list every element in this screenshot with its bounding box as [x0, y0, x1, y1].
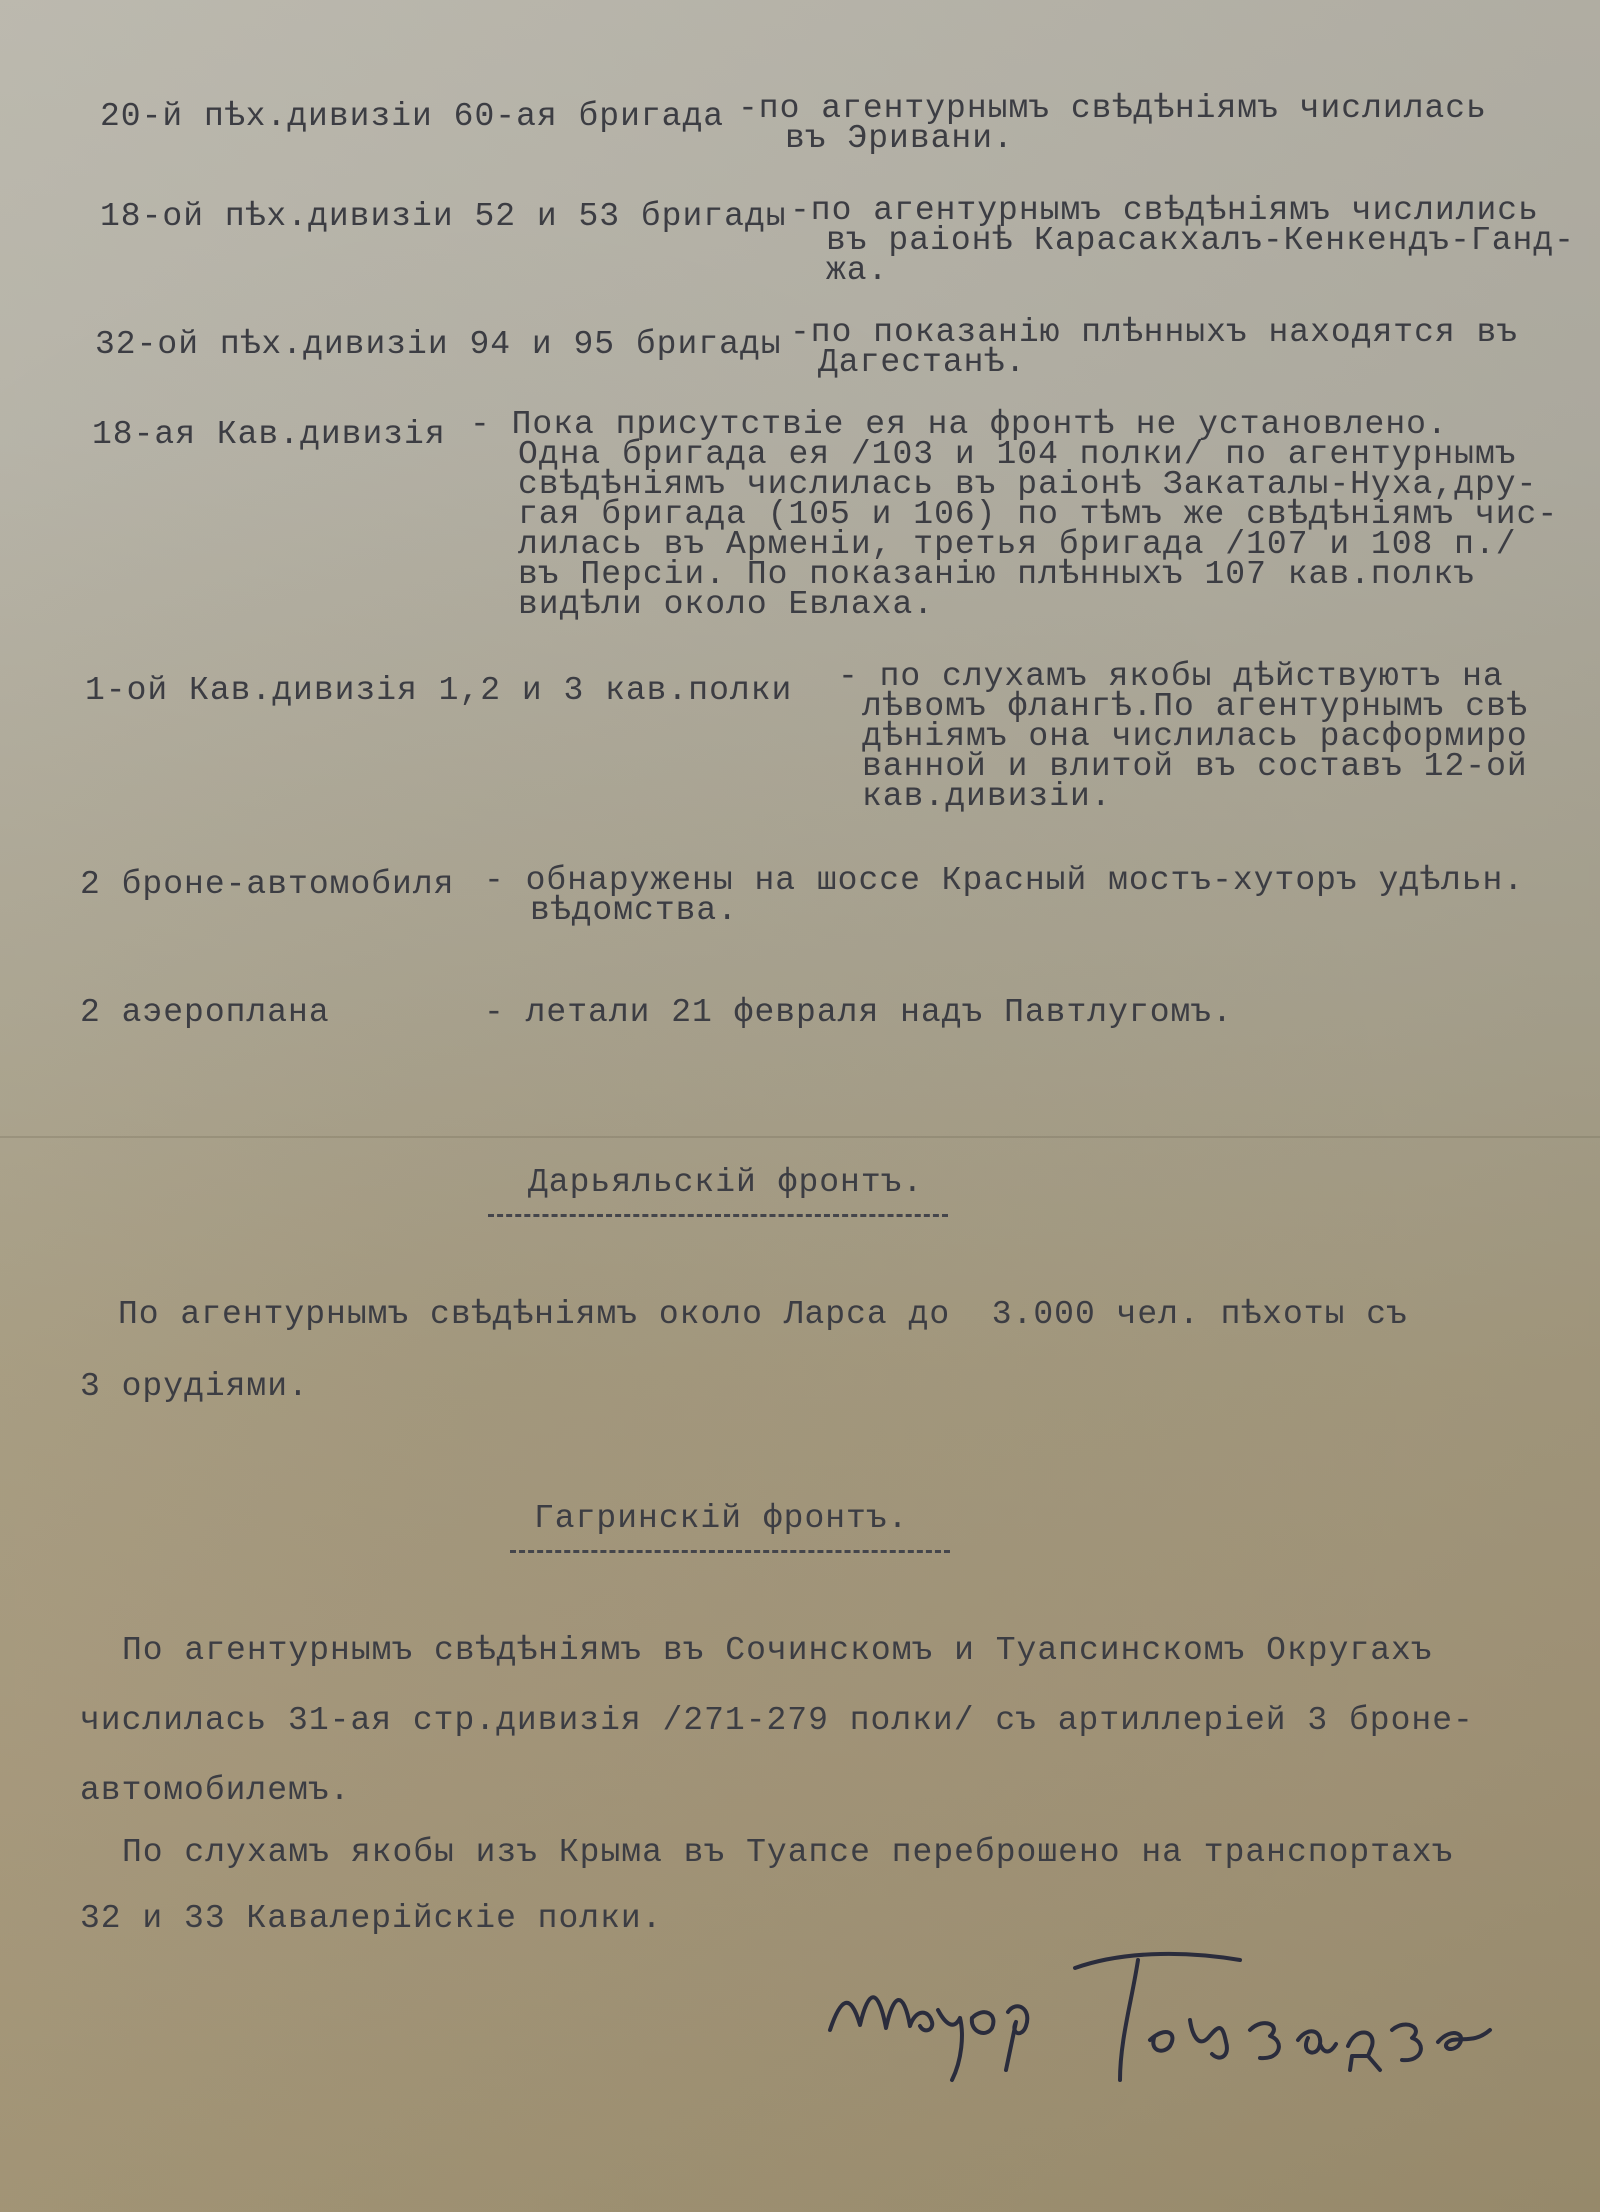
- entry-line: гая бригада (105 и 106) по тѣмъ же свѣдѣнiямъ чис-: [518, 496, 1559, 533]
- entry-name: 1-ой Кав.дивизiя 1,2 и 3 кав.полки: [85, 672, 793, 709]
- paragraph-line: числилась 31-ая стр.дивизiя /271-279 полки/ съ артиллерiей 3 броне-: [80, 1702, 1474, 1739]
- paragraph-line: автомобилемъ.: [80, 1772, 351, 1809]
- entry-name: 32-ой пѣх.дивизiи 94 и 95 бригады: [95, 326, 782, 363]
- entry-line: -по агентурнымъ свѣдѣнiямъ числилась: [738, 90, 1487, 127]
- entry-line: лѣвомъ флангѣ.По агентурнымъ свѣ: [862, 688, 1528, 725]
- entry-line: въ Эривани.: [785, 120, 1014, 157]
- entry-line: видѣли около Евлаха.: [518, 586, 935, 623]
- entry-line: вѣдомства.: [530, 892, 739, 929]
- entry-line: - обнаружены на шоссе Красный мостъ-хуторъ удѣльн.: [484, 862, 1525, 899]
- entry-line: Одна бригада ея /103 и 104 полки/ по агентурнымъ: [518, 436, 1517, 473]
- entry-name: 2 броне-автомобиля: [80, 866, 455, 903]
- entry-line: жа.: [826, 252, 889, 289]
- entry-line: -по агентурнымъ свѣдѣнiямъ числились: [790, 192, 1539, 229]
- heading-underline: [488, 1214, 948, 1217]
- entry-line: свѣдѣнiямъ числилась въ раiонѣ Закаталы-Нуха,дру-: [518, 466, 1538, 503]
- handwritten-signature: [820, 1930, 1540, 2110]
- entry-line: кав.дивизiи.: [862, 778, 1112, 815]
- paper-fold: [0, 1136, 1600, 1138]
- entry-line: - летали 21 февраля надъ Павтлугомъ.: [484, 994, 1233, 1031]
- heading-underline: [510, 1550, 950, 1553]
- entry-line: -по показанiю плѣнныхъ находятся въ: [790, 314, 1519, 351]
- entry-line: - Пока присутствiе ея на фронтѣ не установлено.: [470, 406, 1448, 443]
- entry-line: - по слухамъ якобы дѣйствуютъ на: [838, 658, 1504, 695]
- entry-line: лилась въ Арменiи, третья бригада /107 и 108 п./: [518, 526, 1517, 563]
- paragraph-line: 3 орудiями.: [80, 1368, 309, 1405]
- paragraph-line: По слухамъ якобы изъ Крыма въ Туапсе переброшено на транспортахъ: [122, 1834, 1454, 1871]
- section-heading: Гагринскiй фронтъ.: [534, 1500, 909, 1537]
- entry-line: въ раiонѣ Карасакхалъ-Кенкендъ-Ганд-: [826, 222, 1575, 259]
- section-heading: Дарьяльскiй фронтъ.: [528, 1164, 924, 1201]
- paragraph-line: По агентурнымъ свѣдѣнiямъ около Ларса до 3.000 чел. пѣхоты съ: [118, 1296, 1408, 1333]
- entry-name: 20-й пѣх.дивизiи 60-ая бригада: [100, 98, 725, 135]
- entry-line: Дагестанѣ.: [818, 344, 1027, 381]
- entry-name: 2 аэероплана: [80, 994, 330, 1031]
- entry-name: 18-ая Кав.дивизiя: [92, 416, 446, 453]
- paragraph-line: 32 и 33 Кавалерiйскiе полки.: [80, 1900, 663, 1937]
- entry-line: въ Персiи. По показанiю плѣнныхъ 107 кав.полкъ: [518, 556, 1475, 593]
- entry-name: 18-ой пѣх.дивизiи 52 и 53 бригады: [100, 198, 787, 235]
- entry-line: ванной и влитой въ составъ 12-ой: [862, 748, 1528, 785]
- paragraph-line: По агентурнымъ свѣдѣнiямъ въ Сочинскомъ и Туапсинскомъ Округахъ: [122, 1632, 1433, 1669]
- entry-line: дѣнiямъ она числилась расформиро: [862, 718, 1528, 755]
